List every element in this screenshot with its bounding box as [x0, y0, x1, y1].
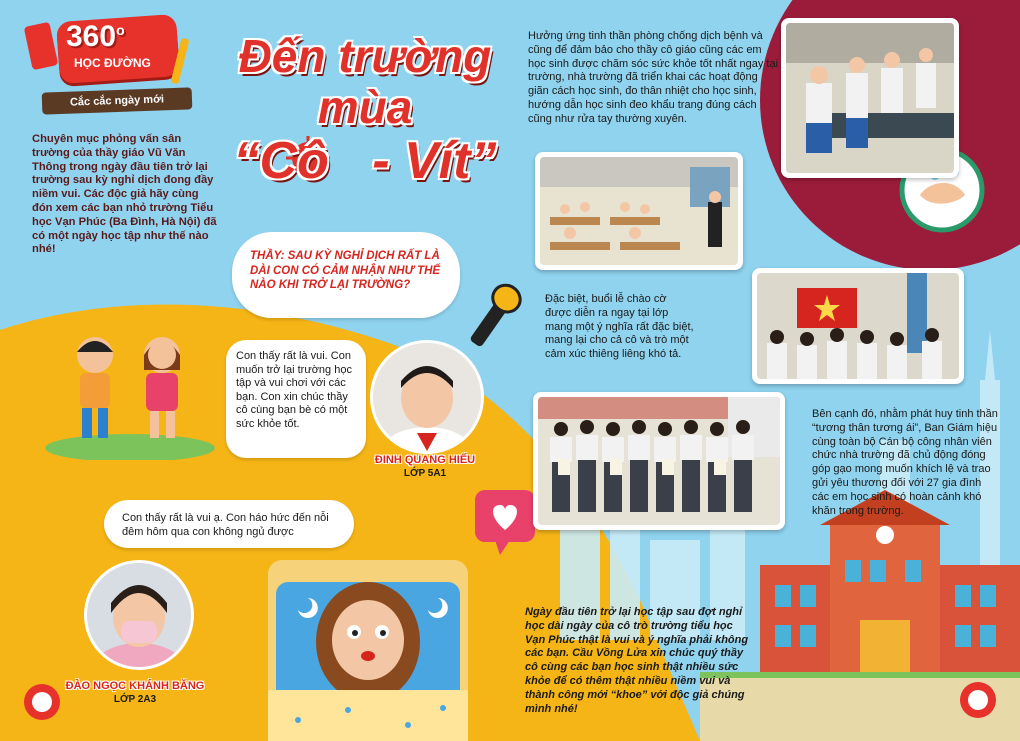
student-2-class: LỚP 2A3: [113, 694, 157, 705]
intro-paragraph: Chuyên mục phỏng vấn sân trường của thầy giáo Vũ Văn Thông trong ngày đầu tiên trở lại trường sau kỳ nghỉ dịch đong đầy niềm vui. Các độc giả hãy cùng đón xem các bạn nhỏ trường Tiểu học Vạn Phúc (Ba Đình, Hà Nội) đã có một ngày học tập như thế nào nhé!: [32, 133, 217, 256]
logo-ribbon: Cắc cắc ngày mới: [42, 87, 193, 114]
question-text: THẦY: SAU KỲ NGHỈ DỊCH RẤT LÀ DÀI CON CÓ CẢM NHẬN NHƯ THẾ NÀO KHI TRỞ LẠI TRƯỜNG?: [250, 250, 441, 291]
kids-illustration: [40, 330, 220, 460]
photo-rice-donation: [533, 392, 785, 530]
paragraph-closing: Ngày đầu tiên trở lại học tập sau đợt nghỉ học dài ngày của cô trò trường tiểu học Vạn Phúc thật là vui và ý nghĩa phải không các bạn. Cầu Vồng Lửa xin chúc quý thầy cô cùng các bạn học sinh thật nhiều sức khỏe để có thêm thật nhiều niềm vui và thành công mới “khoe” với độc giả chúng mình nhé!: [525, 606, 749, 715]
mascot-logo-right: [960, 682, 996, 718]
headline-line-3: “Cô - Vít”: [233, 132, 497, 190]
answer-2-text: Con thấy rất là vui ạ. Con háo hức đến nỗi đêm hôm qua con không ngủ được: [122, 512, 329, 538]
student-2-photo: [84, 560, 194, 670]
paragraph-flag-ceremony: Đặc biệt, buổi lễ chào cờ được diễn ra ngay tại lớp mang một ý nghĩa rất đặc biệt, mang lại cho cả cô và trò một cảm xúc thiêng liêng khó tả.: [545, 293, 694, 361]
headline-line-1: Đến trường: [238, 30, 492, 82]
logo-number: 360$^o$: [66, 20, 125, 53]
headline-line-2: mùa: [317, 81, 413, 133]
logo-title: HỌC ĐƯỜNG: [74, 56, 151, 70]
photo-classroom: [535, 152, 743, 270]
sleeping-girl-illustration: [268, 560, 468, 741]
kids-drawing: [40, 330, 220, 460]
headline: [220, 30, 510, 190]
student-1-name: ĐINH QUANG HIẾU: [374, 454, 476, 466]
sleeping-girl-drawing: [268, 560, 468, 741]
paragraph-prevention: Hưởng ứng tinh thần phòng chống dịch bệnh và cũng để đảm bảo cho thầy cô giáo cũng các em học sinh được chăm sóc sức khỏe tốt nhất ngay tại trường, nhà trường đã triển khai các hoạt động giãn cách học sinh, đo thân nhiệt cho học sinh, hướng dẫn học sinh đeo khẩu trang đúng cách cũng như rửa tay thường xuyên.: [528, 30, 779, 125]
student-2-name: ĐÀO NGỌC KHÁNH BĂNG: [65, 680, 205, 692]
answer-1-text: Con thấy rất là vui. Con muốn trở lại trường học tập và vui chơi với các bạn. Con xin chúc thầy cô cùng bạn bè có một sức khỏe tốt.: [236, 350, 352, 430]
section-logo: [28, 18, 188, 118]
photo-hand-washing: [781, 18, 959, 178]
book-icon: [24, 22, 59, 70]
student-1-photo: [370, 340, 484, 454]
paragraph-support: Bên cạnh đó, nhằm phát huy tinh thần “tương thân tương ái”, Ban Giám hiệu cùng toàn bộ Cán bộ công nhân viên chức nhà trường đã chủ động đóng góp gạo mong muốn khích lệ và trao gửi yêu thương đối với 27 gia đình các em học sinh có hoàn cảnh khó khăn trong trường.: [812, 408, 998, 517]
photo-flag-ceremony: [752, 268, 964, 384]
microphone-icon: [463, 280, 525, 352]
student-1-class: LỚP 5A1: [403, 468, 447, 479]
